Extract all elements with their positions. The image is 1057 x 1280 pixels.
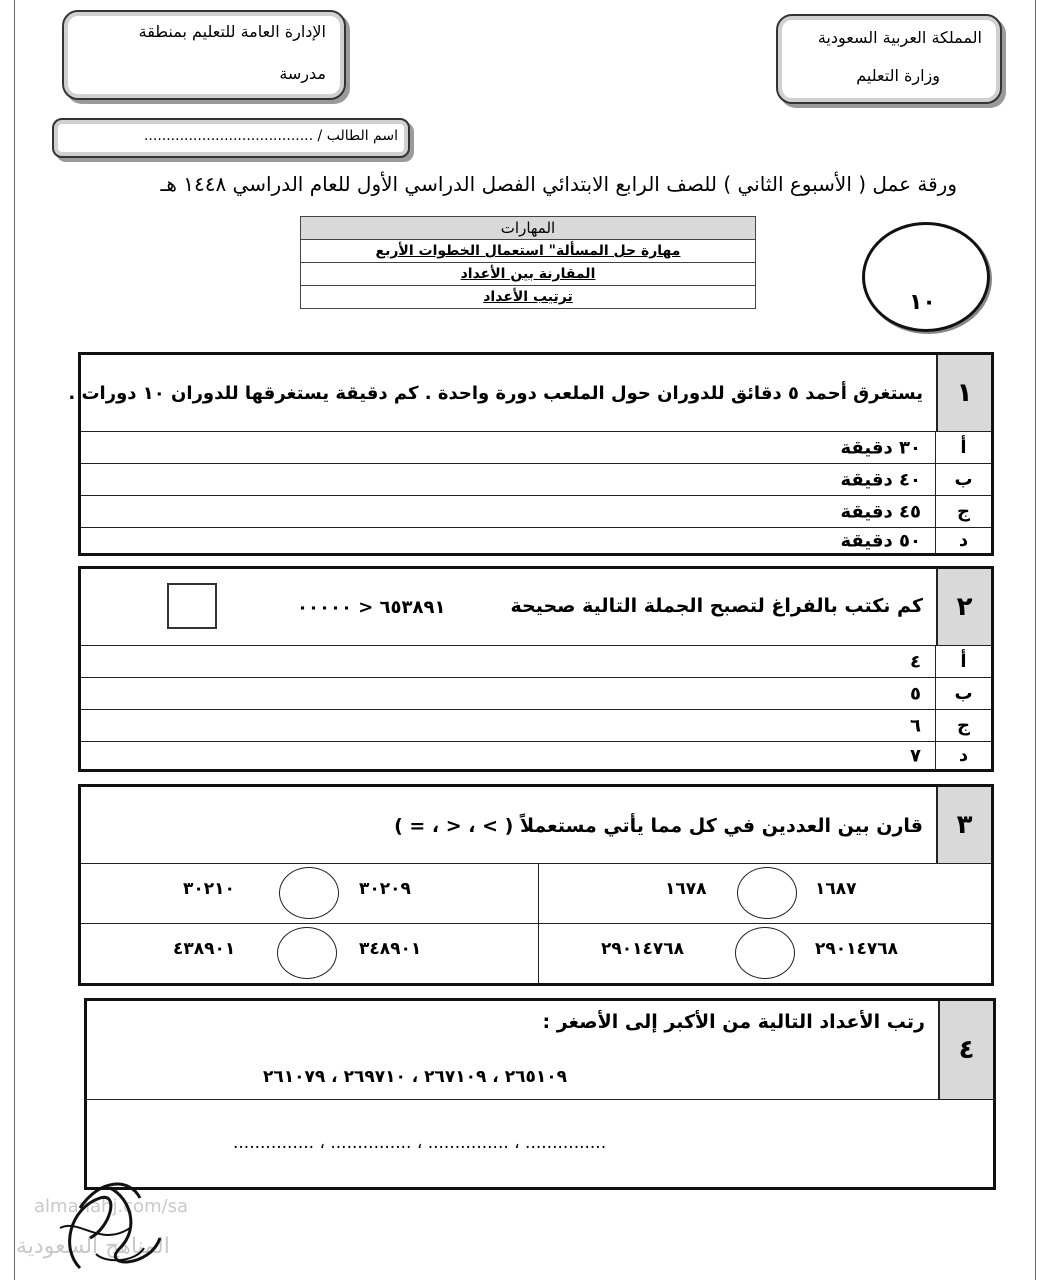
answer-blanks[interactable]: ............... ، ............... ، ............... ، ............... <box>233 1133 607 1153</box>
skills-header: المهارات <box>301 217 756 240</box>
question-text: رتب الأعداد التالية من الأكبر إلى الأصغر : <box>542 1011 925 1033</box>
compare-number: ٣٤٨٩٠١ <box>359 939 422 959</box>
watermark-url: almanahj.com/sa <box>34 1196 189 1217</box>
option-text: ٤٥ دقيقة <box>840 501 921 522</box>
option-text: ٣٠ دقيقة <box>840 437 921 458</box>
country-name: المملكة العربية السعودية <box>817 28 982 47</box>
answer-option[interactable] <box>81 741 991 769</box>
option-letter: ب <box>935 678 991 709</box>
option-text: ٦ <box>910 715 921 736</box>
question-number: ١ <box>936 355 991 431</box>
ministry-box <box>776 14 1002 104</box>
compare-number: ٤٣٨٩٠١ <box>173 939 236 959</box>
question-number: ٣ <box>936 787 991 863</box>
compare-circle[interactable] <box>279 867 339 919</box>
skill-item: مهارة حل المسألة" استعمال الخطوات الأربع <box>301 240 756 263</box>
skill-item: المقارنة بين الأعداد <box>301 263 756 286</box>
question-4 <box>84 998 996 1190</box>
question-3 <box>78 784 994 986</box>
answer-option[interactable] <box>81 527 991 553</box>
question-1 <box>68 352 994 556</box>
divider <box>81 863 991 864</box>
option-letter: أ <box>935 646 991 677</box>
student-name-field: اسم الطالب / ...................................... <box>143 128 398 144</box>
student-name-box <box>52 118 410 158</box>
answer-option[interactable] <box>81 431 991 463</box>
question-number: ٤ <box>938 1001 993 1099</box>
question-number: ٢ <box>936 569 991 645</box>
option-text: ٤٠ دقيقة <box>840 469 921 490</box>
compare-circle[interactable] <box>735 927 795 979</box>
answer-option[interactable] <box>81 463 991 495</box>
administration-name: الإدارة العامة للتعليم بمنطقة <box>138 22 326 41</box>
answer-blank-box[interactable] <box>167 583 217 629</box>
answer-option[interactable] <box>81 677 991 709</box>
compare-circle[interactable] <box>277 927 337 979</box>
answer-option[interactable] <box>81 709 991 741</box>
administration-box <box>62 10 346 100</box>
skills-table <box>300 216 756 309</box>
divider <box>87 1099 993 1100</box>
compare-number: ١٦٧٨ <box>665 879 707 899</box>
question-text: كم نكتب بالفراغ لتصبح الجملة التالية صحيحة <box>510 595 923 617</box>
option-letter: د <box>935 742 991 769</box>
signature-image <box>40 1168 170 1280</box>
school-name: مدرسة <box>279 64 326 83</box>
option-letter: ج <box>935 496 991 527</box>
option-letter: د <box>935 528 991 553</box>
watermark-name: المناهج السعودية <box>16 1234 170 1259</box>
question-text: يستغرق أحمد ٥ دقائق للدوران حول الملعب دورة واحدة . كم دقيقة يستغرقها للدوران ١٠ دورات . <box>68 383 923 404</box>
question-text: قارن بين العددين في كل مما يأتي مستعملاً ( > ، < ، = ) <box>394 815 923 837</box>
compare-number: ١٦٨٧ <box>815 879 857 899</box>
option-text: ٤ <box>910 651 921 672</box>
compare-circle[interactable] <box>737 867 797 919</box>
answer-option[interactable] <box>81 495 991 527</box>
numbers-to-order: ٢٦٥١٠٩ ، ٢٦٧١٠٩ ، ٢٦٩٧١٠ ، ٢٦١٠٧٩ <box>263 1067 567 1087</box>
grade-circle <box>862 222 990 332</box>
grade-value: ١٠ <box>909 290 936 315</box>
compare-number: ٢٩٠١٤٧٦٨ <box>815 939 899 959</box>
answer-option[interactable] <box>81 645 991 677</box>
compare-number: ٢٩٠١٤٧٦٨ <box>601 939 685 959</box>
option-text: ٥ <box>910 683 921 704</box>
worksheet-title: ورقة عمل ( الأسبوع الثاني ) للصف الرابع الابتدائي الفصل الدراسي الأول للعام الدراسي ١٤٤٨ هـ <box>160 172 957 196</box>
option-text: ٥٠ دقيقة <box>840 530 921 551</box>
ministry-name: وزارة التعليم <box>856 66 940 85</box>
option-letter: أ <box>935 432 991 463</box>
divider <box>81 923 991 924</box>
option-letter: ج <box>935 710 991 741</box>
compare-number: ٣٠٢٠٩ <box>359 879 411 899</box>
question-2 <box>78 566 994 772</box>
compare-number: ٣٠٢١٠ <box>183 879 235 899</box>
option-letter: ب <box>935 464 991 495</box>
comparison-expression: ٦٥٣٨٩١ < ٠٠٠٠٠ <box>297 597 446 618</box>
skill-item: ترتيب الأعداد <box>301 286 756 309</box>
divider <box>538 863 539 983</box>
option-text: ٧ <box>910 745 921 766</box>
